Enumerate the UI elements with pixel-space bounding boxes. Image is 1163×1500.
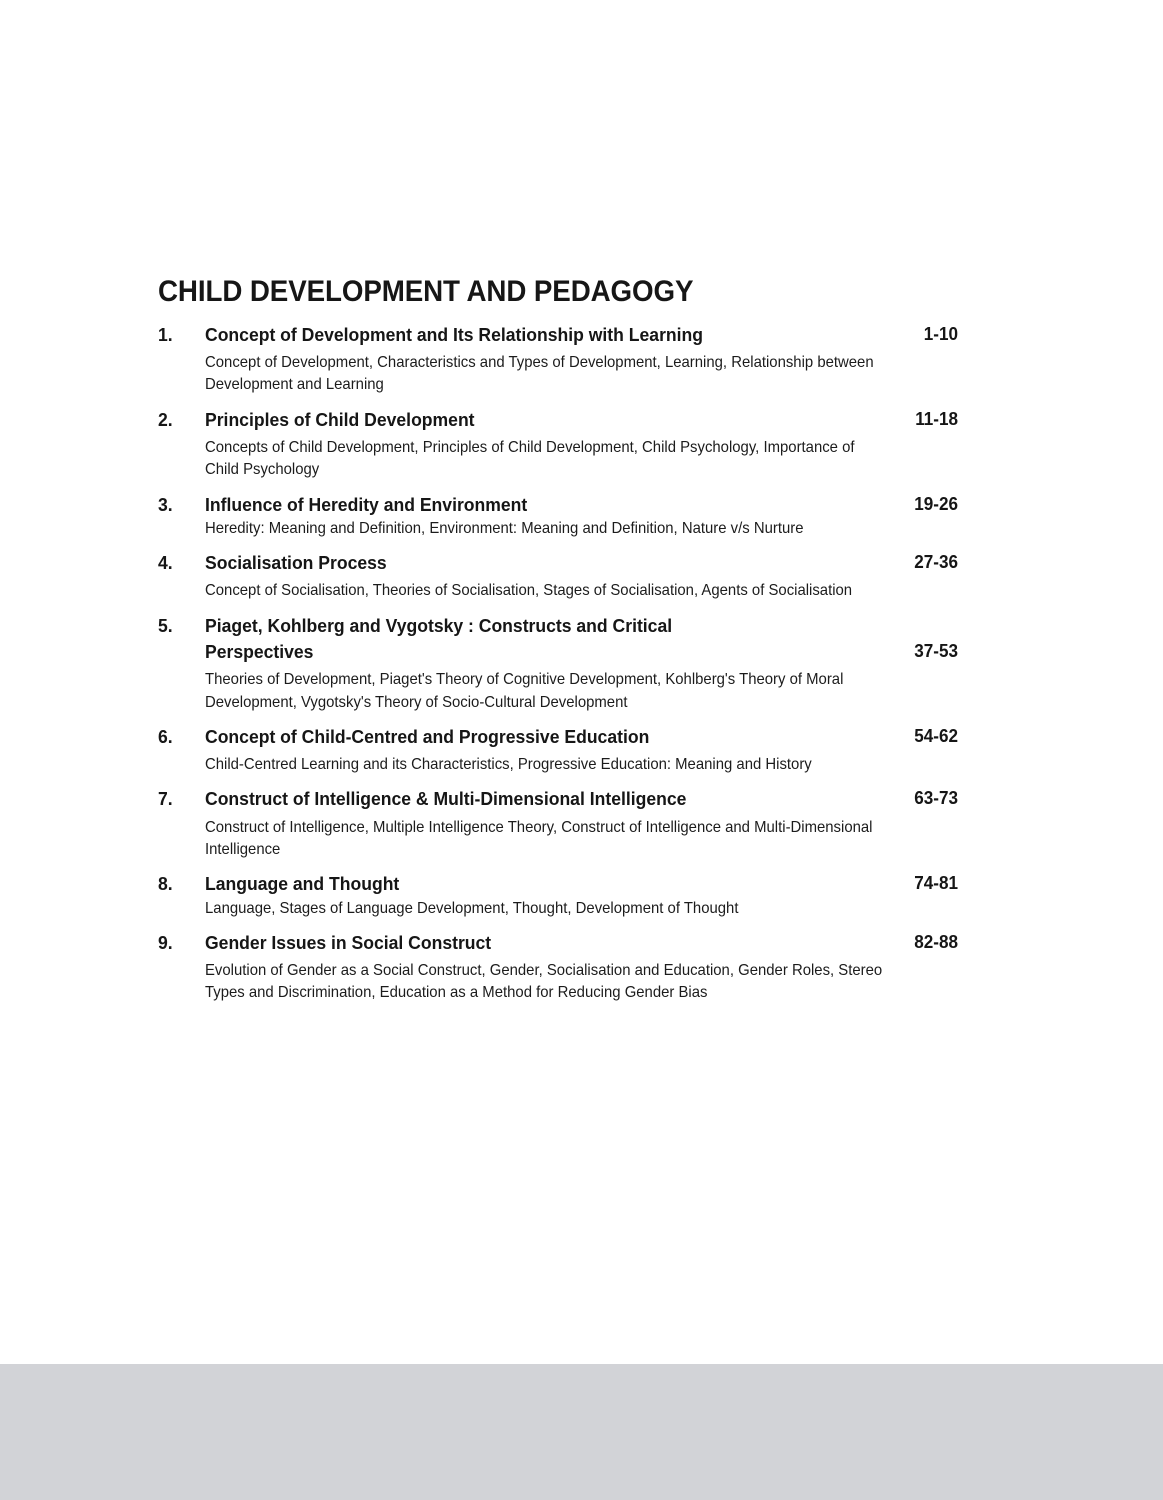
toc-entry-title[interactable] xyxy=(205,492,830,518)
toc-entry-title-line: Concept of Development and Its Relationship with Learning xyxy=(205,323,704,345)
toc-entry-number: 4. xyxy=(158,552,173,574)
toc-entry-number: 5. xyxy=(158,614,173,636)
toc-entry-pages: 63-73 xyxy=(914,788,958,809)
toc-entry-description xyxy=(205,352,883,397)
toc-entry-title-line: Perspectives xyxy=(205,640,314,662)
toc-entry[interactable] xyxy=(158,871,958,920)
toc-entry-pages: 1-10 xyxy=(923,323,958,344)
toc-desc-line: Concept of Development, Characteristics and Types of Development, Learning, xyxy=(205,354,728,372)
toc-entry-title-line: Concept of Child-Centred and Progressive Education xyxy=(205,725,650,747)
toc-entry-header xyxy=(158,550,958,576)
toc-entry-title[interactable] xyxy=(205,407,830,433)
toc-desc-line: Multi-Dimensional Intelligence xyxy=(205,818,873,858)
toc-desc-line: Importance of Child Psychology xyxy=(205,438,855,479)
toc-entry-list xyxy=(158,322,958,1005)
toc-entry-header xyxy=(158,786,958,812)
toc-entry-title[interactable] xyxy=(205,930,830,956)
toc-entry-title-line: Gender Issues in Social Construct xyxy=(205,931,492,953)
toc-entry-pages: 11-18 xyxy=(915,408,958,429)
toc-desc-line: Heredity: Meaning and Definition, Environment: Meaning and Definition, Nature v/s xyxy=(205,519,750,537)
toc-entry-pages: 74-81 xyxy=(914,873,958,894)
toc-entry-pages: 54-62 xyxy=(914,725,958,746)
toc-entry[interactable] xyxy=(158,786,958,861)
table-of-contents xyxy=(158,276,958,1015)
page-title: CHILD DEVELOPMENT AND PEDAGOGY xyxy=(158,275,694,308)
toc-entry-title[interactable] xyxy=(205,550,830,576)
toc-entry-description xyxy=(205,580,883,602)
toc-desc-line: Concepts of Child Development, Principles of Child Development, Child Psychology, xyxy=(205,438,760,456)
toc-entry-pages: 19-26 xyxy=(914,493,958,514)
toc-entry-header xyxy=(158,407,958,433)
toc-entry-title-line: Socialisation Process xyxy=(205,552,387,574)
toc-entry[interactable] xyxy=(158,724,958,777)
toc-desc-line: Evolution of Gender as a Social Construct, Gender, Socialisation and Education, xyxy=(205,962,734,980)
toc-entry-title-line: Language and Thought xyxy=(205,873,400,895)
toc-entry-title[interactable] xyxy=(205,322,830,348)
toc-entry-header xyxy=(158,613,958,666)
toc-entry-description xyxy=(205,817,883,862)
toc-entry[interactable] xyxy=(158,930,958,1005)
toc-desc-line: Construct of Intelligence, Multiple Intelligence Theory, Construct of Intelligence and xyxy=(205,818,750,836)
toc-entry-title[interactable] xyxy=(205,786,830,812)
toc-entry-number: 1. xyxy=(158,323,173,345)
toc-desc-line: Socialisation xyxy=(768,582,853,600)
toc-entry-title[interactable] xyxy=(205,724,830,750)
toc-entry-title-line: Construct of Intelligence & Multi-Dimensional Intelligence xyxy=(205,788,687,810)
toc-entry-number: 3. xyxy=(158,493,173,515)
toc-entry-title[interactable] xyxy=(205,613,830,666)
toc-entry-title-line: Piaget, Kohlberg and Vygotsky : Constructs and Critical xyxy=(205,614,673,636)
toc-entry[interactable] xyxy=(158,613,958,714)
toc-entry-pages: 27-36 xyxy=(914,552,958,573)
toc-entry[interactable] xyxy=(158,407,958,482)
toc-entry-title-line: Principles of Child Development xyxy=(205,408,475,430)
toc-desc-line: Child-Centred Learning and its Characteristics, Progressive Education: Meaning xyxy=(205,756,733,774)
toc-entry-header xyxy=(158,930,958,956)
toc-entry-header xyxy=(158,322,958,348)
toc-entry-pages: 37-53 xyxy=(914,640,958,661)
toc-entry-number: 8. xyxy=(158,873,173,895)
toc-entry[interactable] xyxy=(158,492,958,541)
toc-desc-line: Concept of Socialisation, Theories of Socialisation, Stages of Socialisation, Agents of xyxy=(205,582,765,600)
toc-entry-description xyxy=(205,518,883,540)
toc-desc-line: Theories of Development, Piaget's Theory of Cognitive Development, Kohlberg's xyxy=(205,671,736,689)
toc-entry-title[interactable] xyxy=(205,871,830,897)
toc-entry-header xyxy=(158,492,958,518)
toc-entry-description xyxy=(205,669,883,714)
toc-entry-number: 2. xyxy=(158,408,173,430)
toc-desc-line: Nurture xyxy=(753,519,804,537)
viewer-backdrop xyxy=(0,1364,1163,1500)
toc-entry[interactable] xyxy=(158,322,958,397)
toc-entry-description xyxy=(205,437,883,482)
toc-desc-line: Relationship between Development and Learning xyxy=(205,354,874,394)
toc-desc-line: Gender Bias xyxy=(624,984,708,1002)
toc-entry-description xyxy=(205,754,883,776)
toc-desc-line: Language, Stages of Language Development, Thought, Development of Thought xyxy=(205,899,739,917)
toc-entry-header xyxy=(158,724,958,750)
toc-desc-line: Gender Roles, Stereo Types and Discrimination, Education as a Method for Reducing xyxy=(205,962,883,1002)
toc-desc-line: and History xyxy=(736,756,812,774)
toc-entry-header xyxy=(158,871,958,897)
toc-entry-number: 6. xyxy=(158,725,173,747)
toc-entry-title-line: Influence of Heredity and Environment xyxy=(205,493,528,515)
toc-entry-pages: 82-88 xyxy=(914,931,958,952)
toc-entry-description xyxy=(205,960,883,1005)
toc-entry-description xyxy=(205,898,883,920)
toc-entry[interactable] xyxy=(158,550,958,603)
toc-entry-number: 7. xyxy=(158,788,173,810)
toc-entry-number: 9. xyxy=(158,931,173,953)
toc-desc-line: Theory of Moral Development, Vygotsky's Theory of Socio-Cultural Development xyxy=(205,671,844,711)
